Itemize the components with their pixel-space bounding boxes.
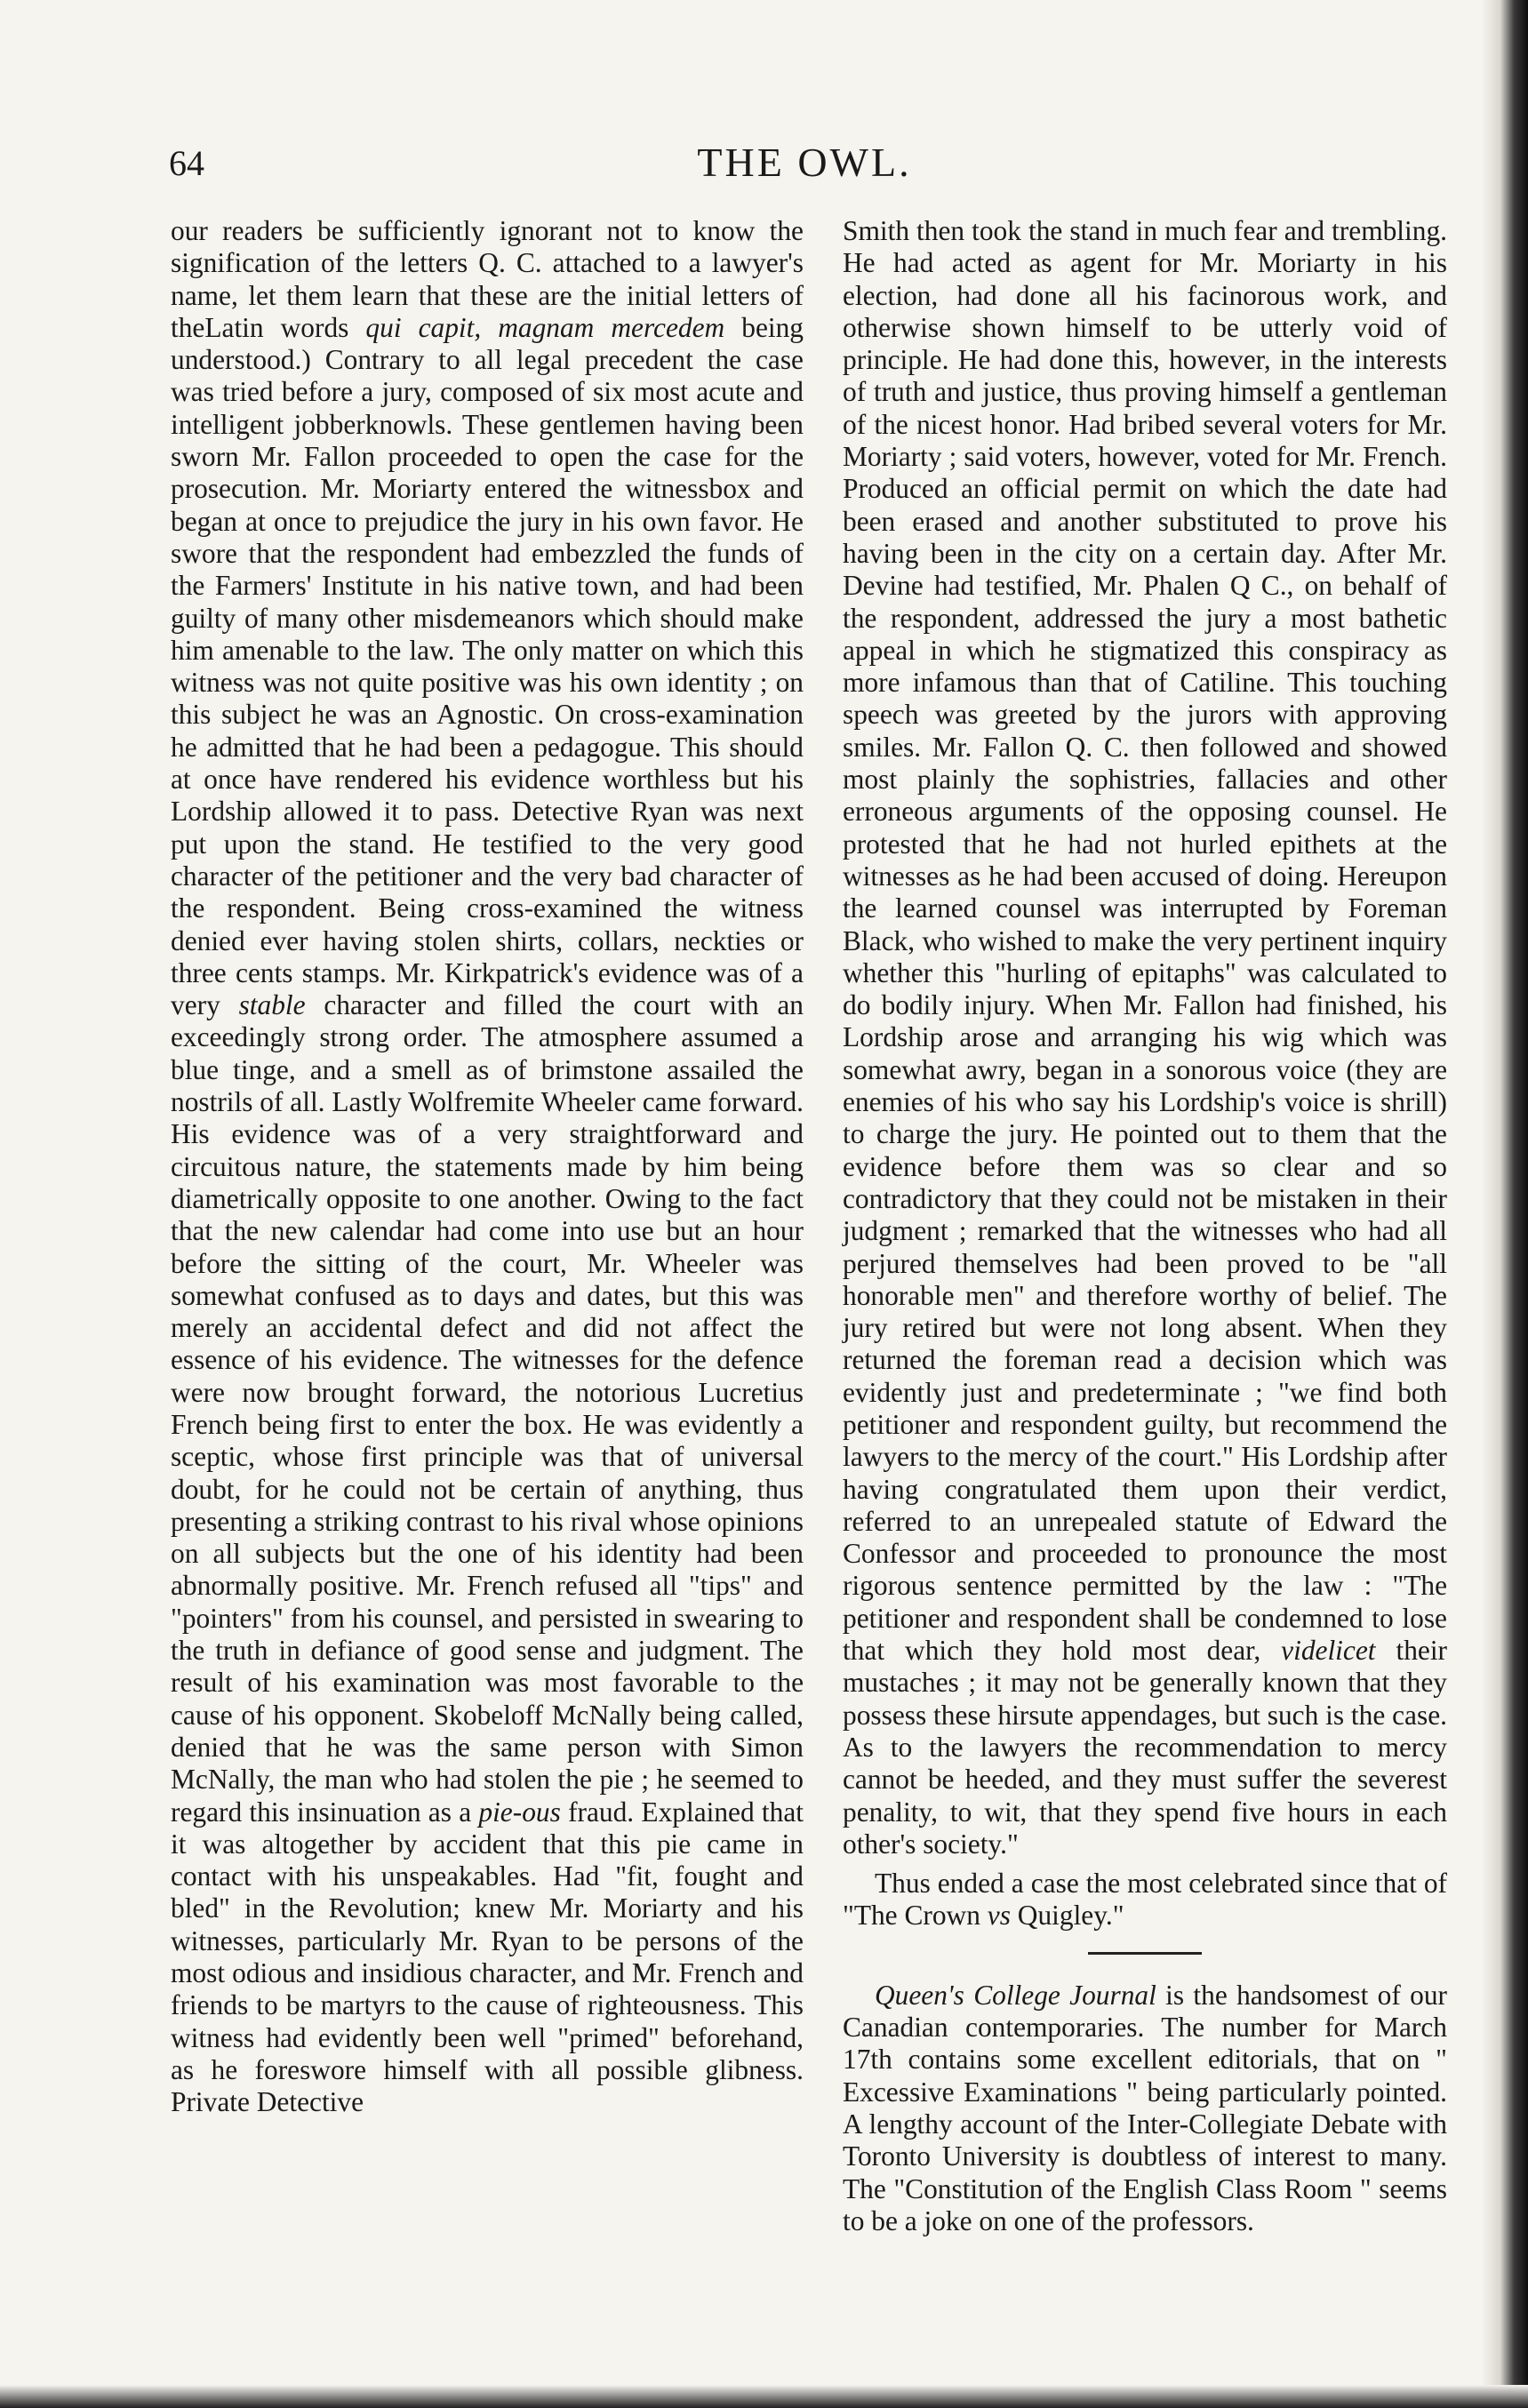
section-divider bbox=[1088, 1952, 1202, 1955]
closing-paragraph bbox=[843, 1868, 1447, 1932]
text-run: is the handsomest of our Canadian contemporaries. The number for March 17th contains some excellent editorials, that on " Excessive Examinations " being particularly pointed. A lengthy account of the Inter-Collegiate Debate with Toronto University is doubtless of interest to many. The "Constitution of the English Class Room " seems to be a joke on one of the professors. bbox=[843, 1979, 1447, 2236]
text-run: Thus ended a case the most celebrated since that of "The Crown bbox=[843, 1868, 1447, 1932]
left-paragraph bbox=[171, 215, 804, 2119]
page-bottom-shadow bbox=[0, 2385, 1528, 2408]
page-number: 64 bbox=[169, 143, 204, 183]
text-run: character and filled the court with an exceedingly strong order. The atmosphere assumed a blue tinge, and a smell as of brimstone assailed the nostrils of all. Lastly Wolfremite Wheeler came forward. His evidence was of a very straightforward and circuitous nature, the statements made by him being diametrically opposite to one another. Owing to the fact that the new calendar had come into use but an hour before the sitting of the court, Mr. Wheeler was somewhat confused as to days and dates, but this was merely an accidental defect and did not affect the essence of his evidence. The witnesses for the defence were now brought forward, the notorious Lucretius French being first to enter the box. He was evidently a sceptic, whose first principle was that of universal doubt, for he could not be certain of anything, thus presenting a striking contrast to his rival whose opinions on all subjects but the one of his identity had been abnormally positive. Mr. French refused all "tips" and "pointers" from his counsel, and persisted in swearing to the truth in defiance of good sense and judgment. The result of his examination was most favorable to the cause of his opponent. Skobeloff McNally being called, denied that he was the same person with Simon McNally, the man who had stolen the pie ; he seemed to regard this insinuation as a bbox=[171, 989, 804, 1828]
left-column bbox=[171, 215, 804, 2119]
italic-text: qui capit, magnam mercedem bbox=[365, 311, 725, 343]
italic-text: pie-ous bbox=[478, 1796, 561, 1828]
right-column bbox=[843, 215, 1447, 2237]
text-run: being understood.) Contrary to all legal precedent the case was tried before a jury, composed of six most acute and intelligent jobberknowls. These gentlemen having been sworn Mr. Fallon proceeded to open the case for the prosecution. Mr. Moriarty entered the witnessbox and began at once to prejudice the jury in his own favor. He swore that the respondent had embezzled the funds of the Farmers' Institute in his native town, and had been guilty of many other misdemeanors which should make him amenable to the law. The only matter on which this witness was not quite positive was his own identity ; on this subject he was an Agnostic. On cross-examination he admitted that he had been a pedagogue. This should at once have rendered his evidence worthless but his Lordship allowed it to pass. Detective Ryan was next put upon the stand. He testified to the very good character of the petitioner and the very bad character of the respondent. Being cross-examined the witness denied ever having stolen shirts, collars, neckties or three cents stamps. Mr. Kirkpatrick's evidence was of a very bbox=[171, 311, 804, 1021]
right-paragraph bbox=[843, 215, 1447, 1860]
page-header bbox=[169, 135, 1440, 188]
running-title: THE OWL. bbox=[697, 140, 912, 185]
text-run: our readers be sufficiently ignorant not to know the signification of the letters Q. C. attached to a lawyer's name, let them learn that these are the initial letters of theLatin words bbox=[171, 215, 804, 343]
page-binding-shadow bbox=[1482, 0, 1528, 2408]
italic-text: vs bbox=[987, 1900, 1011, 1932]
italic-text: stable bbox=[238, 989, 306, 1021]
exchange-paragraph bbox=[843, 1980, 1447, 2237]
text-run: Quigley." bbox=[1017, 1900, 1124, 1932]
text-run: their mustaches ; it may not be generally known that they possess these hirsute appendages, but such is the case. As to the lawyers the recommendation to mercy cannot be heeded, and they must suffer the severest penality, to wit, that they spend five hours in each other's society." bbox=[843, 1635, 1447, 1860]
italic-text: videlicet bbox=[1281, 1635, 1376, 1667]
text-run: Smith then took the stand in much fear and trembling. He had acted as agent for Mr. Moriarty in his election, had done all his facinorous work, and otherwise shown himself to be utterly void of principle. He had done this, however, in the interests of truth and justice, thus proving himself a gentleman of the nicest honor. Had bribed several voters for Mr. Moriarty ; said voters, however, voted for Mr. French. Produced an official permit on which the date had been erased and another substituted to prove his having been in the city on a certain day. After Mr. Devine had testified, Mr. Phalen Q C., on behalf of the respondent, addressed the jury a most bathetic appeal in which he stigmatized this conspiracy as more infamous than that of Catiline. This touching speech was greeted by the jurors with approving smiles. Mr. Fallon Q. C. then followed and showed most plainly the sophistries, fallacies and other erroneous arguments of the opposing counsel. He protested that he had not hurled epithets at the witnesses as he had been accused of doing. Hereupon the learned counsel was interrupted by Foreman Black, who wished to make the very pertinent inquiry whether this "hurling of epitaphs" was calculated to do bodily injury. When Mr. Fallon had finished, his Lordship arose and arranging his wig which was somewhat awry, began in a sonorous voice (they are enemies of his who say his Lordship's voice is shrill) to charge the jury. He pointed out to them that the evidence before them was so clear and so contradictory that they could not be mistaken in their judgment ; remarked that the witnesses who had all perjured themselves had been proved to be "all honorable men" and therefore worthy of belief. The jury retired but were not long absent. When they returned the foreman read a decision which was evidently just and predeterminate ; "we find both petitioner and respondent guilty, but recommend the lawyers to the mercy of the court." His Lordship after having congratulated them upon their verdict, referred to an unrepealed statute of Edward the Confessor and proceeded to pronounce the most rigorous sentence permitted by the law : "The petitioner and respondent shall be condemned to lose that which they hold most dear, bbox=[843, 215, 1447, 1667]
italic-text: Queen's College Journal bbox=[875, 1979, 1156, 2011]
text-run: fraud. Explained that it was altogether by accident that this pie came in contact with his unspeakables. Had "fit, fought and bled" in the Revolution; knew Mr. Moriarty and his witnesses, particularly Mr. Ryan to be persons of the most odious and insidious character, and Mr. French and friends to be martyrs to the cause of righteousness. This witness had evidently been well "primed" beforehand, as he foreswore himself with all possible glibness. Private Detective bbox=[171, 1796, 804, 2118]
